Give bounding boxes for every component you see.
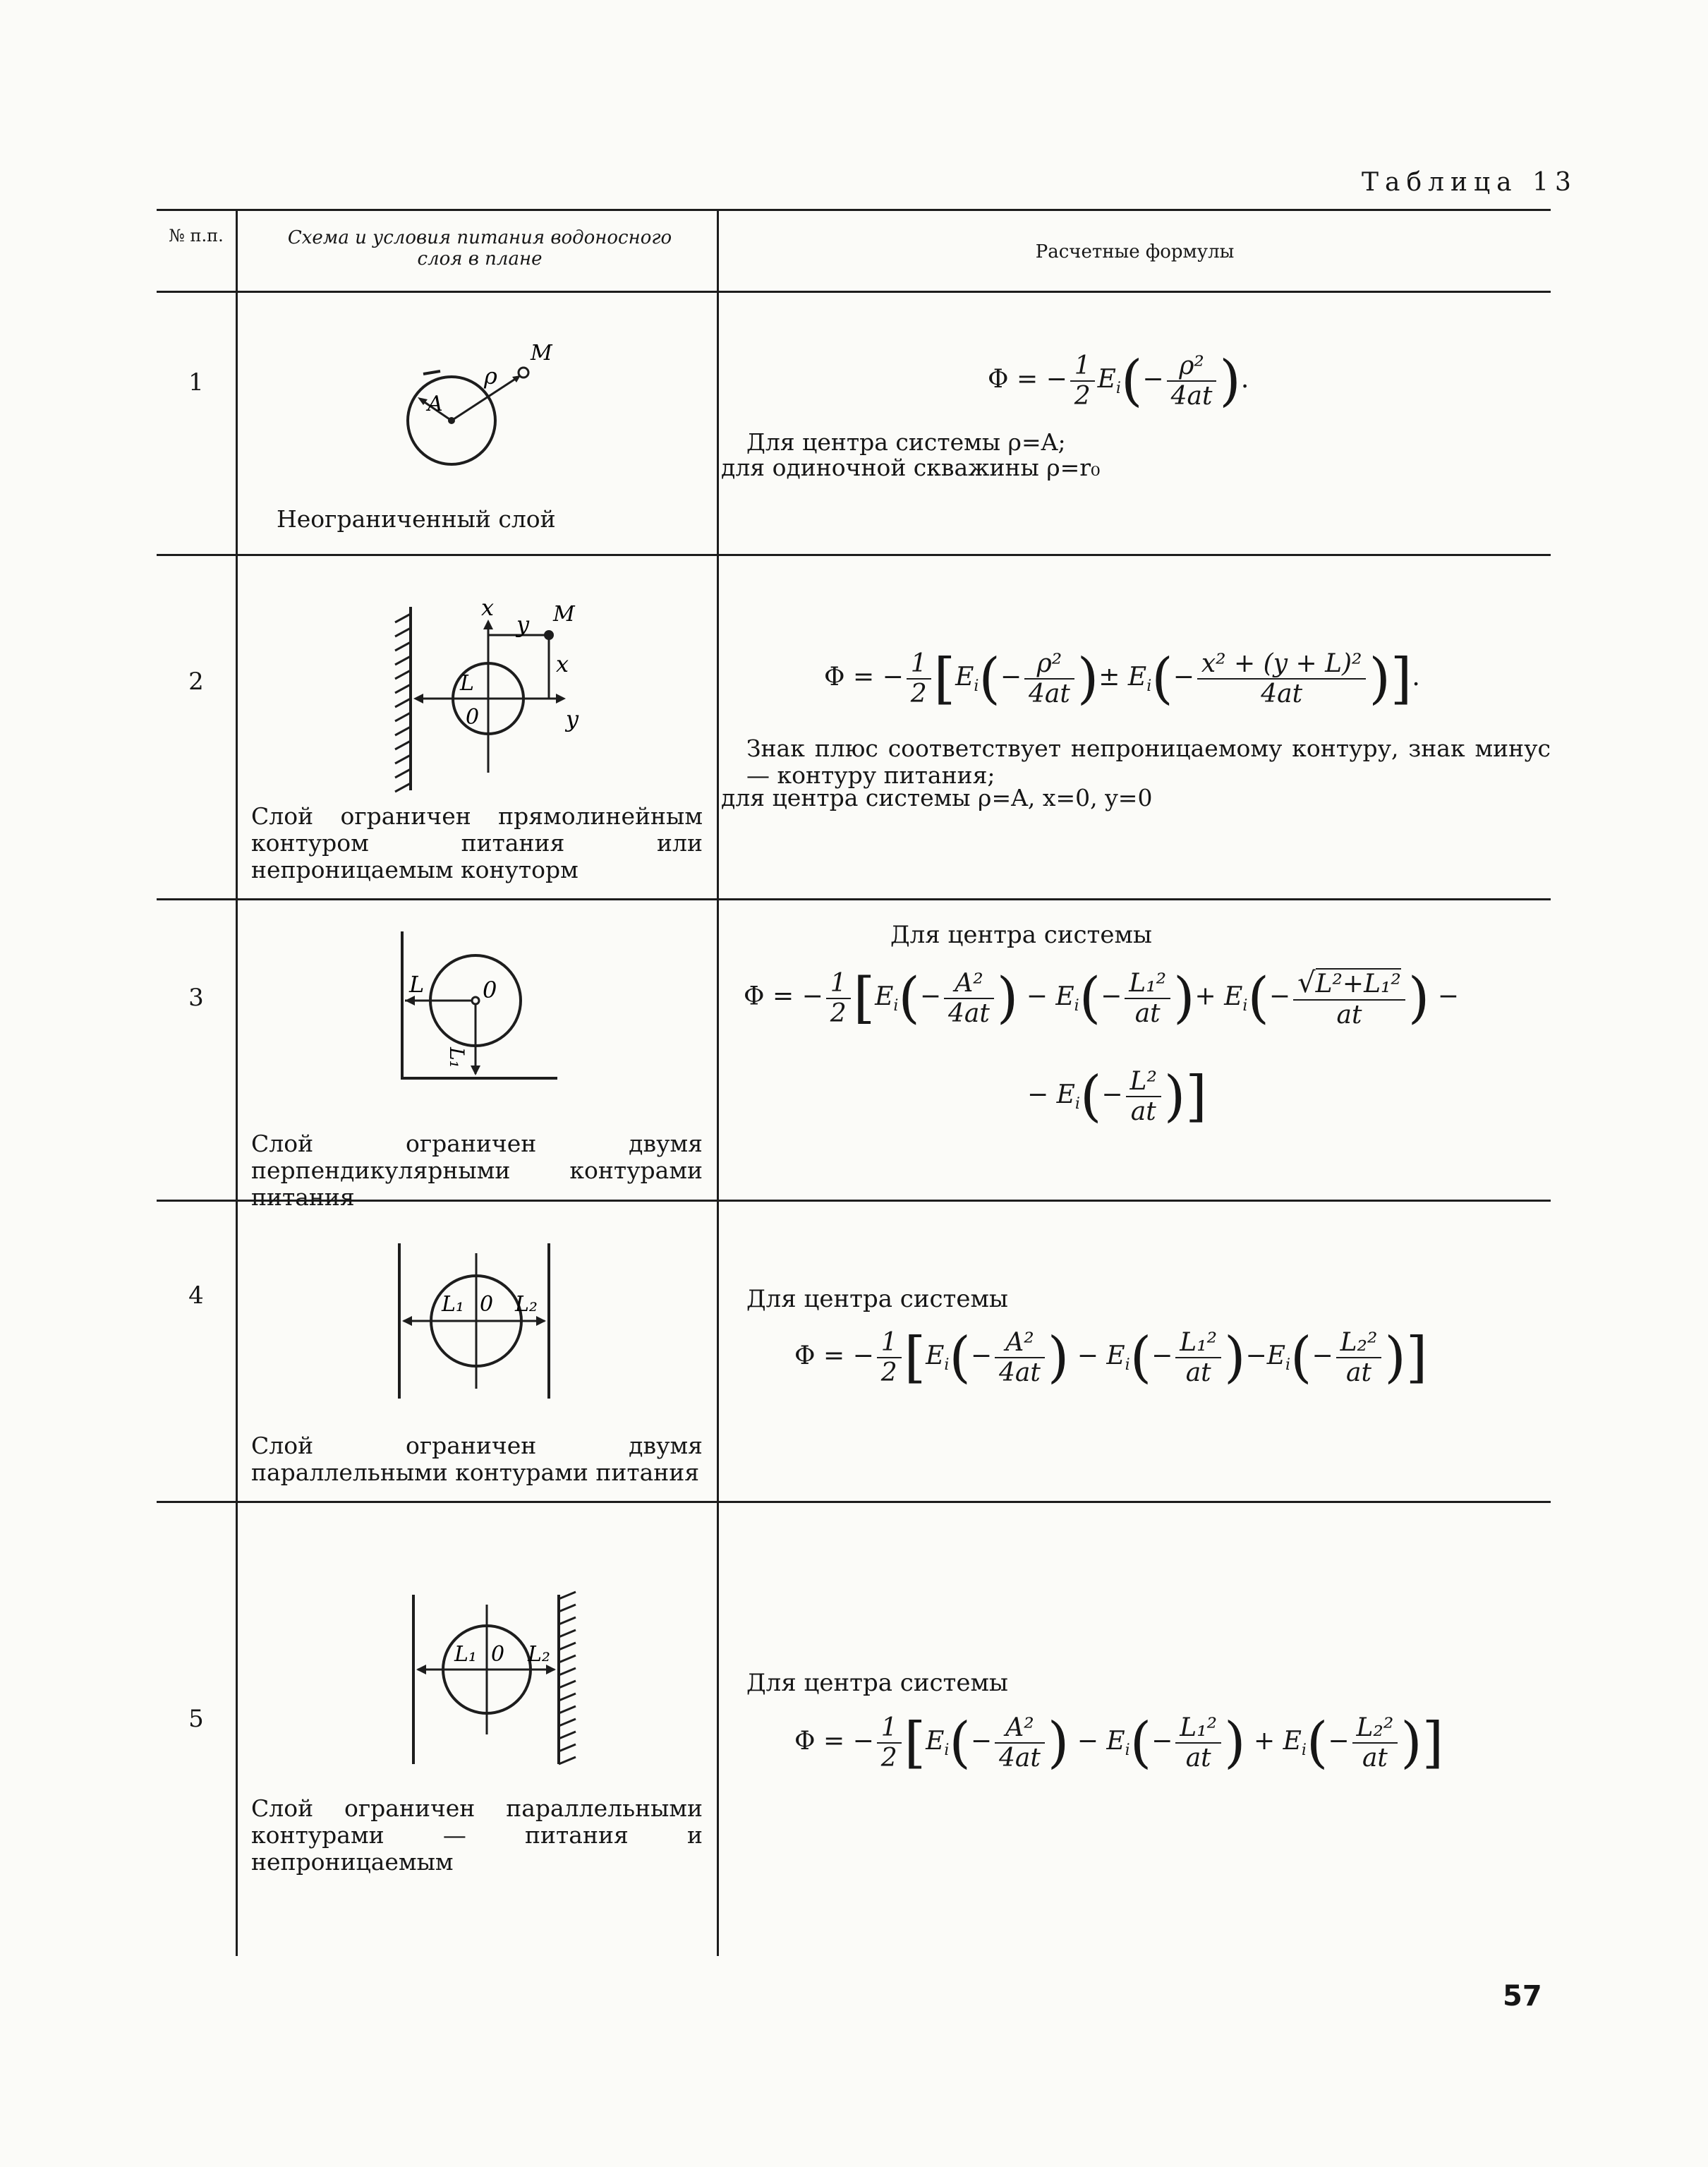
formula-row-1: Φ = − $\frac{1}{2}$ $E_i(-$ $\frac{\text{ρ²}}{4at}$ ). <box>988 349 1249 413</box>
row-number: 3 <box>188 984 204 1012</box>
header-col-num: № п.п. <box>169 226 224 246</box>
row-description: Слой ограничен двумя перпендикулярными контурами питания <box>251 1130 703 1211</box>
label-l2: L₂ <box>515 1292 538 1317</box>
label-l2: L₂ <box>528 1642 550 1667</box>
col-divider-2 <box>717 209 719 1956</box>
label-m: M <box>531 341 552 366</box>
label-zero: 0 <box>491 1642 505 1667</box>
row-note: для одиночной скважины ρ=r₀ <box>721 454 1101 481</box>
label-zero: 0 <box>480 1292 494 1317</box>
row-number: 2 <box>188 668 204 696</box>
formula-row-2: Φ = − $\frac{1}{2}$ [$E_i(-$ $\frac{\text{ρ²}}{4at}$ )± $E_i(-$ $\frac{\text{x² + (y + L)²}}{4at}$ )]. <box>824 647 1420 711</box>
diagram-perpendicular-boundaries <box>388 924 564 1087</box>
row-number: 5 <box>188 1705 204 1733</box>
row-rule-4 <box>157 1501 1551 1503</box>
label-zero: 0 <box>466 705 480 730</box>
row-rule-2 <box>157 898 1551 900</box>
row-note: Для центра системы <box>746 1285 1008 1313</box>
diagram-mixed-parallel-boundaries <box>395 1588 593 1778</box>
page-number: 57 <box>1503 1980 1542 2012</box>
label-l: L <box>460 671 474 696</box>
col-divider-1 <box>236 209 238 1956</box>
row-note: Для центра системы <box>746 1669 1008 1697</box>
row-description: Неограниченный слой <box>277 505 556 533</box>
header-col-scheme: Схема и условия питания водоносного слоя в плане <box>287 227 672 270</box>
row-rule-1 <box>157 554 1551 556</box>
header-bottom-rule <box>157 291 1551 293</box>
label-l: L <box>409 971 425 998</box>
label-l1: L₁ <box>442 1292 464 1317</box>
header-col-formula: Расчетные формулы <box>1035 241 1235 262</box>
label-m: M <box>553 602 575 627</box>
row-description: Слой ограничен прямолинейным контуром питания или непроницаемым конуторм <box>251 802 703 883</box>
row-number: 4 <box>188 1281 204 1310</box>
row-description: Слой ограничен параллельными контурами — питания и непроницаемым <box>251 1794 703 1876</box>
diagram-parallel-boundaries <box>388 1239 564 1401</box>
row-note: Для центра системы <box>890 921 1152 949</box>
label-x: x <box>481 594 495 621</box>
label-a: A <box>428 392 443 416</box>
point-m <box>519 368 528 378</box>
center-point <box>472 997 479 1004</box>
label-y: y <box>566 706 579 732</box>
formula-row-5: Φ = − $\frac{1}{2}$ [$E_i(-$ $\frac{\text{A²}}{4at}$ ) − $E_i(-$ $\frac{\text{L₁²}}{at}$ ) + $E_i(-$ $\frac{\text{L₂²}}{at}$ )] <box>794 1711 1444 1775</box>
label-rho: ρ <box>484 363 497 390</box>
table-caption: Таблица 13 <box>1362 168 1577 197</box>
row-note: Знак плюс соответствует непроницаемому контуру, знак минус — контуру питания; <box>746 735 1551 789</box>
formula-row-3-line-1: Φ = − $\frac{1}{2}$ [$E_i(-$ $\frac{\text{A²}}{4at}$ ) − $E_i(-$ $\frac{\text{L₁²}}{at}$ )+ $E_i(-$ $\frac{\text{√L²+L₁²}}{at}$ ) − <box>744 966 1459 1030</box>
point-m <box>544 630 554 640</box>
phi-symbol: Φ = − <box>988 365 1067 394</box>
row-number: 1 <box>188 368 204 397</box>
row-note: для центра системы ρ=A, x=0, y=0 <box>721 784 1153 811</box>
table-top-rule <box>157 209 1551 211</box>
label-l1: L₁ <box>454 1642 477 1667</box>
label-y: y <box>516 611 530 638</box>
formula-row-3-line-2: − $E_i(-$ $\frac{\text{L²}}{at}$ )] <box>1027 1065 1207 1128</box>
label-zero: 0 <box>483 977 497 1003</box>
label-l1: L₁ <box>445 1047 468 1068</box>
row-note: Для центра системы ρ=A; <box>746 428 1066 456</box>
formula-row-4: Φ = − $\frac{1}{2}$ [$E_i(-$ $\frac{\text{A²}}{4at}$ ) − $E_i(-$ $\frac{\text{L₁²}}{at}$ )$-E_i(-$ $\frac{\text{L₂²}}{at}$ )] <box>794 1326 1428 1389</box>
diagram-unbounded-layer <box>381 332 579 473</box>
row-description: Слой ограничен двумя параллельными контурами питания <box>251 1432 703 1486</box>
diagram-linear-boundary <box>381 593 607 797</box>
label-x: x <box>556 651 569 677</box>
